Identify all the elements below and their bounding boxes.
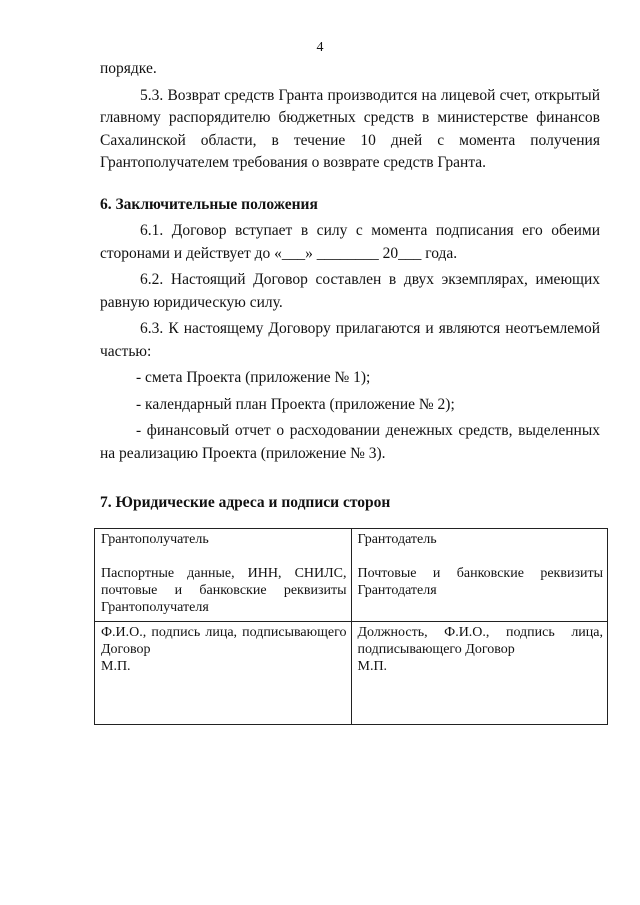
table-row [95, 528, 608, 621]
grantee-details: Паспортные данные, ИНН, СНИЛС, почтовые и банковские реквизиты Грантополучателя [101, 565, 347, 615]
attachment-item: - смета Проекта (приложение № 1); [136, 369, 371, 386]
section-6-title: 6. Заключительные положения [100, 195, 318, 213]
attachment-item: - календарный план Проекта (приложение № 2); [136, 395, 455, 413]
table-row [95, 621, 608, 724]
clause-6-2: 6.2. Настоящий Договор составлен в двух экземплярах, имеющих равную юридическую силу. [100, 271, 600, 311]
clause-6-3: 6.3. К настоящему Договору прилагаются и являются неотъемлемой частью: [100, 320, 600, 360]
attachment-item: - финансовый отчет о расходовании денежных средств, выделенных на реализацию Проекта (приложение № 3). [100, 422, 600, 462]
grantee-signature-cell [95, 621, 352, 724]
grantor-signature: Должность, Ф.И.О., подпись лица, подписывающего Договор [357, 624, 603, 657]
grantee-title: Грантополучатель [101, 531, 209, 547]
grantor-title: Грантодатель [357, 531, 437, 547]
clause-6-1: 6.1. Договор вступает в силу с момента подписания его обеими сторонами и действует до «___» ________ 20___ года. [100, 222, 600, 262]
signatures-table [94, 528, 608, 725]
document-body [100, 58, 603, 725]
grantee-details-cell [95, 528, 352, 621]
grantor-signature-cell [351, 621, 608, 724]
grantor-seal: М.П. [357, 658, 388, 674]
page-number: 4 [316, 40, 324, 55]
section-7-title: 7. Юридические адреса и подписи сторон [100, 494, 391, 511]
grantor-details-cell [351, 528, 608, 621]
continuation-text: порядке. [100, 60, 157, 77]
grantee-seal: М.П. [101, 658, 131, 674]
grantor-details: Почтовые и банковские реквизиты Грантодателя [357, 565, 603, 598]
clause-5-3: 5.3. Возврат средств Гранта производится на лицевой счет, открытый главному распорядителю бюджетных средств в министерстве финансов Сахалинской области, в течение 10 дней с момента получения Грантополучателем требования о возврате средств Гранта. [100, 86, 600, 171]
grantee-signature: Ф.И.О., подпись лица, подписывающего Договор [101, 624, 347, 657]
